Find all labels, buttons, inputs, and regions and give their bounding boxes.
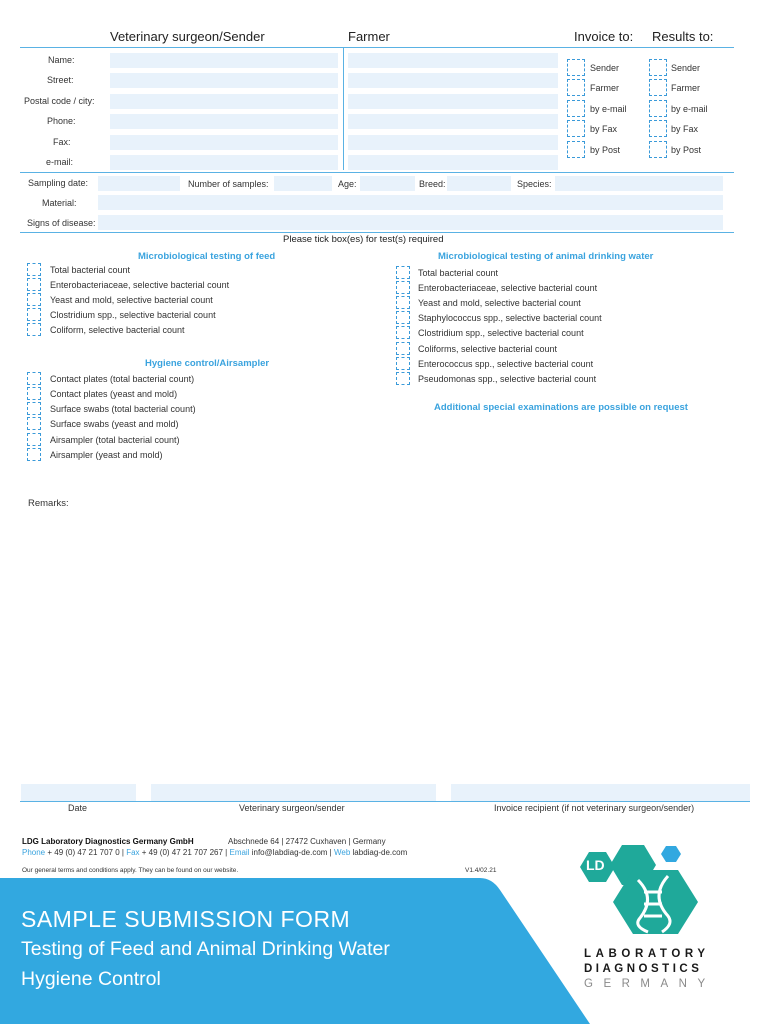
results-sender-checkbox[interactable] [649, 59, 667, 76]
number-of-samples-field[interactable] [274, 176, 332, 191]
contact-line: Phone + 49 (0) 47 21 707 0 | Fax + 49 (0) 47 21 707 267 | Email info@labdiag-de.com | Web labdiag-de.com [22, 848, 408, 857]
results-sender-label: Sender [671, 63, 701, 73]
feed-clostridium-checkbox[interactable] [27, 308, 41, 321]
invoice-post-checkbox[interactable] [567, 141, 585, 158]
results-email-label: by e-mail [671, 104, 708, 114]
terms-text: Our general terms and conditions apply. They can be found on our website. [22, 867, 239, 874]
feed-item: Yeast and mold, selective bacterial count [50, 295, 213, 305]
number-of-samples-label: Number of samples: [188, 179, 269, 189]
water-total-count-checkbox[interactable] [396, 266, 410, 279]
signs-of-disease-label: Signs of disease: [27, 218, 96, 228]
email-link[interactable]: info@labdiag-de.com [251, 848, 328, 857]
vet-signature-field[interactable] [151, 784, 436, 802]
invoice-sender-label: Sender [590, 63, 620, 73]
feed-item: Total bacterial count [50, 265, 131, 275]
email-label: e-mail: [46, 157, 74, 167]
water-section-title: Microbiological testing of animal drinking water [438, 251, 654, 262]
species-field[interactable] [555, 176, 723, 191]
invoice-farmer-checkbox[interactable] [567, 79, 585, 96]
farmer-name-field[interactable] [348, 53, 558, 68]
water-item: Total bacterial count [418, 268, 499, 278]
vet-email-field[interactable] [110, 155, 338, 170]
invoice-to-heading: Invoice to: [574, 29, 634, 44]
fax-caption: Fax [126, 848, 140, 857]
phone-label: Phone: [47, 116, 76, 126]
web-link[interactable]: labdiag-de.com [352, 848, 408, 857]
water-pseudomonas-checkbox[interactable] [396, 372, 410, 385]
farmer-email-field[interactable] [348, 155, 558, 170]
age-label: Age: [338, 179, 357, 189]
results-post-checkbox[interactable] [649, 141, 667, 158]
logo-word-laboratory: LABORATORY [584, 948, 710, 960]
logo-mark-letters: LD [586, 857, 605, 873]
hygiene-item: Contact plates (total bacterial count) [50, 374, 195, 384]
water-item: Staphylococcus spp., selective bacterial count [418, 313, 602, 323]
water-enterobacteriaceae-checkbox[interactable] [396, 281, 410, 294]
banner-subtitle-1: Testing of Feed and Animal Drinking Water [21, 938, 390, 960]
hygiene-contact-total-checkbox[interactable] [27, 372, 41, 385]
results-farmer-label: Farmer [671, 83, 700, 93]
vet-postal-field[interactable] [110, 94, 338, 109]
feed-yeast-mold-checkbox[interactable] [27, 293, 41, 306]
feed-coliform-checkbox[interactable] [27, 323, 41, 336]
sampling-date-label: Sampling date: [28, 178, 89, 188]
results-post-label: by Post [671, 145, 702, 155]
water-item: Coliforms, selective bacterial count [418, 344, 558, 354]
hygiene-item: Contact plates (yeast and mold) [50, 389, 178, 399]
phone-number: + 49 (0) 47 21 707 0 [47, 848, 120, 857]
feed-item: Coliform, selective bacterial count [50, 325, 185, 335]
water-item: Enterococcus spp., selective bacterial count [418, 359, 594, 369]
fax-number: + 49 (0) 47 21 707 267 [141, 848, 223, 857]
feed-section-title: Microbiological testing of feed [138, 251, 276, 262]
water-clostridium-checkbox[interactable] [396, 326, 410, 339]
results-fax-label: by Fax [671, 124, 699, 134]
material-field[interactable] [98, 195, 723, 210]
vet-name-field[interactable] [110, 53, 338, 68]
hygiene-swab-total-checkbox[interactable] [27, 402, 41, 415]
feed-enterobacteriaceae-checkbox[interactable] [27, 278, 41, 291]
farmer-postal-field[interactable] [348, 94, 558, 109]
water-item: Pseudomonas spp., selective bacterial count [418, 374, 597, 384]
name-label: Name: [48, 55, 75, 65]
email-caption: Email [229, 848, 250, 857]
fax-label: Fax: [53, 137, 71, 147]
feed-item: Enterobacteriaceae, selective bacterial count [50, 280, 230, 290]
company-name: LDG Laboratory Diagnostics Germany GmbH [22, 837, 194, 846]
hygiene-item: Surface swabs (yeast and mold) [50, 419, 179, 429]
invoice-signature-field[interactable] [451, 784, 750, 802]
feed-item: Clostridium spp., selective bacterial count [50, 310, 216, 320]
results-farmer-checkbox[interactable] [649, 79, 667, 96]
water-item: Enterobacteriaceae, selective bacterial count [418, 283, 598, 293]
species-label: Species: [517, 179, 552, 189]
banner-title: SAMPLE SUBMISSION FORM [21, 906, 351, 932]
invoice-fax-label: by Fax [590, 124, 618, 134]
vet-sender-heading: Veterinary surgeon/Sender [110, 29, 265, 44]
hygiene-item: Airsampler (total bacterial count) [50, 435, 180, 445]
banner-subtitle-2: Hygiene Control [21, 968, 161, 990]
hygiene-contact-yeast-checkbox[interactable] [27, 387, 41, 400]
hygiene-air-yeast-checkbox[interactable] [27, 448, 41, 461]
instruction-text: Please tick box(es) for test(s) required [283, 234, 444, 245]
feed-total-count-checkbox[interactable] [27, 263, 41, 276]
vet-signature-caption: Veterinary surgeon/sender [239, 803, 345, 813]
additional-exams-note: Additional special examinations are possible on request [434, 402, 688, 413]
logo-word-germany: GERMANY [584, 978, 716, 990]
farmer-phone-field[interactable] [348, 114, 558, 129]
sample-bottom-rule [20, 232, 734, 233]
invoice-sender-checkbox[interactable] [567, 59, 585, 76]
invoice-fax-checkbox[interactable] [567, 120, 585, 137]
hygiene-item: Surface swabs (total bacterial count) [50, 404, 196, 414]
postal-label: Postal code / city: [24, 96, 95, 106]
farmer-street-field[interactable] [348, 73, 558, 88]
results-fax-checkbox[interactable] [649, 120, 667, 137]
column-divider [343, 48, 344, 170]
contact-bottom-rule [20, 172, 734, 173]
material-label: Material: [42, 198, 77, 208]
vet-street-field[interactable] [110, 73, 338, 88]
signs-of-disease-field[interactable] [98, 215, 723, 230]
age-field[interactable] [360, 176, 415, 191]
web-caption: Web [333, 848, 351, 857]
farmer-heading: Farmer [348, 29, 390, 44]
logo-word-diagnostics: DIAGNOSTICS [584, 963, 703, 975]
header-rule [20, 47, 734, 48]
hygiene-air-total-checkbox[interactable] [27, 433, 41, 446]
sampling-date-field[interactable] [98, 176, 180, 191]
phone-caption: Phone [22, 848, 46, 857]
ldg-logo-mark [578, 840, 728, 940]
invoice-email-label: by e-mail [590, 104, 627, 114]
invoice-email-checkbox[interactable] [567, 100, 585, 117]
hygiene-swab-yeast-checkbox[interactable] [27, 417, 41, 430]
hygiene-section-title: Hygiene control/Airsampler [145, 358, 270, 369]
invoice-signature-caption: Invoice recipient (if not veterinary surgeon/sender) [494, 803, 695, 813]
version-text: V1.4/02.21 [465, 867, 497, 874]
signature-rule [20, 801, 750, 802]
breed-label: Breed: [419, 179, 446, 189]
vet-phone-field[interactable] [110, 114, 338, 129]
remarks-label: Remarks: [28, 498, 69, 509]
company-address: Abschnede 64 | 27472 Cuxhaven | Germany [228, 837, 386, 846]
water-enterococcus-checkbox[interactable] [396, 357, 410, 370]
water-staphylococcus-checkbox[interactable] [396, 311, 410, 324]
hygiene-item: Airsampler (yeast and mold) [50, 450, 163, 460]
results-email-checkbox[interactable] [649, 100, 667, 117]
invoice-post-label: by Post [590, 145, 621, 155]
vet-fax-field[interactable] [110, 135, 338, 150]
water-item: Clostridium spp., selective bacterial count [418, 328, 584, 338]
farmer-fax-field[interactable] [348, 135, 558, 150]
water-yeast-mold-checkbox[interactable] [396, 296, 410, 309]
breed-field[interactable] [447, 176, 511, 191]
date-caption: Date [68, 803, 88, 813]
results-to-heading: Results to: [652, 29, 714, 44]
street-label: Street: [47, 75, 74, 85]
water-coliforms-checkbox[interactable] [396, 342, 410, 355]
invoice-farmer-label: Farmer [590, 83, 619, 93]
date-signature-field[interactable] [21, 784, 136, 802]
water-item: Yeast and mold, selective bacterial count [418, 298, 581, 308]
